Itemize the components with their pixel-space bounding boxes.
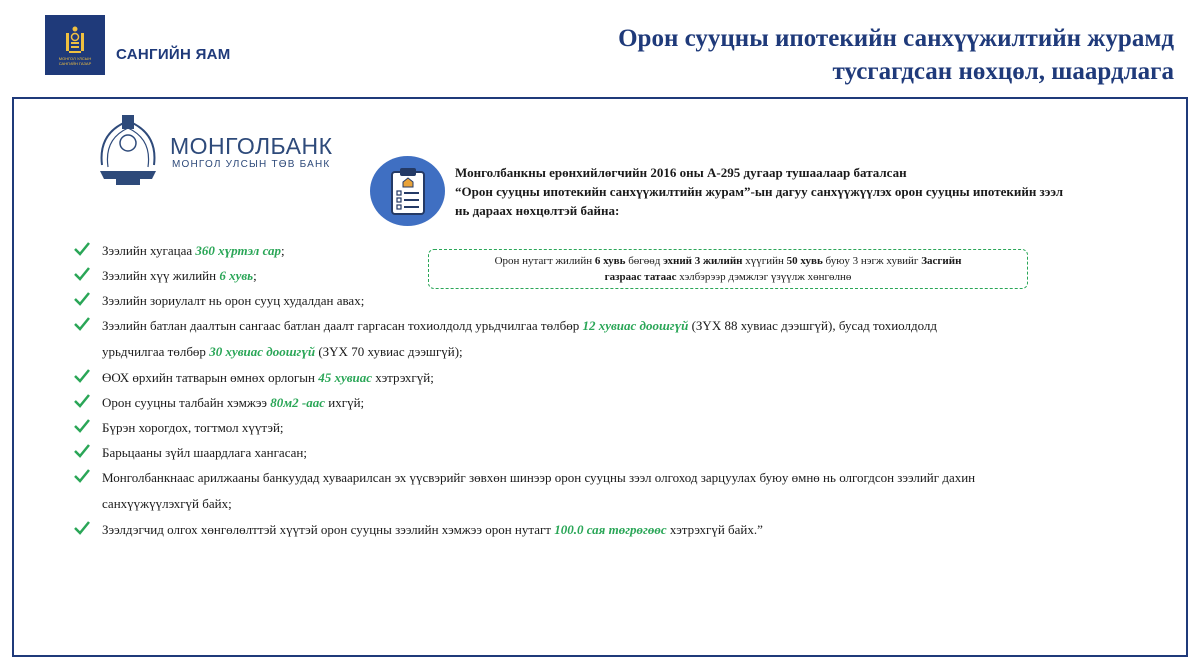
list-item: Зээлийн зориулалт нь орон сууц худалдан авах; bbox=[74, 288, 1174, 313]
list-item: Зээлийн хүү жилийн 6 хувь; bbox=[74, 263, 1174, 288]
list-item: Орон сууцны талбайн хэмжээ 80м2 -аас ихгүй; bbox=[74, 390, 1174, 415]
soyombo-icon bbox=[62, 25, 88, 55]
checkmark-icon bbox=[74, 369, 90, 383]
list-item: Зээлийн хугацаа 360 хүртэл сар; bbox=[74, 238, 1174, 263]
checkmark-icon bbox=[74, 317, 90, 331]
mongolbank-name: МОНГОЛБАНК bbox=[170, 133, 333, 159]
ministry-logo bbox=[45, 15, 105, 75]
list-item: Монголбанкнаас арилжааны банкуудад хуваарилсан эх үүсвэрийг зөвхөн шинээр орон сууцны зээл олгоход зарцуулах буюу өмнө нь олгогдсон зээлийг дахин санхүүжүүлэхгүй байх; bbox=[74, 465, 1174, 517]
intro-text: Монголбанкны ерөнхийлөгчийн 2016 оны А-295 дугаар тушаалаар баталсан “Орон сууцны ипотекийн санхүүжилтийн журам”-ын дагуу санхүүжүүлэх орон сууцны ипотекийн зээл нь дараах нөхцөлтэй байна: bbox=[455, 165, 1064, 218]
checkmark-icon bbox=[74, 444, 90, 458]
checkmark-icon bbox=[74, 292, 90, 306]
list-item: ӨОХ өрхийн татварын өмнөх орлогын 45 хувиас хэтрэхгүй; bbox=[74, 365, 1174, 390]
checkmark-icon bbox=[74, 267, 90, 281]
checkmark-icon bbox=[74, 242, 90, 256]
mongolbank-subtitle: МОНГОЛ УЛСЫН ТӨВ БАНК bbox=[172, 159, 331, 170]
mongolbank-logo bbox=[94, 113, 344, 188]
page-title: Орон сууцны ипотекийн санхүүжилтийн журамд тусгагдсан нөхцөл, шаардлага bbox=[618, 25, 1174, 85]
ministry-name: САНГИЙН ЯАМ bbox=[116, 46, 231, 63]
list-item: Зээлдэгчид олгох хөнгөлөлттэй хүүтэй орон сууцны зээлийн хэмжээ орон нутагт 100.0 сая төгрөгөөс хэтрэхгүй байх.” bbox=[74, 517, 1174, 542]
checkmark-icon bbox=[74, 394, 90, 408]
checkmark-icon bbox=[74, 469, 90, 483]
checkmark-icon bbox=[74, 419, 90, 433]
conditions-list bbox=[74, 238, 1174, 542]
checkmark-icon bbox=[74, 521, 90, 535]
list-item: Барьцааны зүйл шаардлага хангасан; bbox=[74, 440, 1174, 465]
logo-caption: МОНГОЛ УЛСЫН САНГИЙН ГАЗАР bbox=[58, 55, 92, 66]
mongolbank-emblem-icon bbox=[94, 113, 162, 188]
subsidy-note: Орон нутагт жилийн 6 хувь бөгөөд эхний 3 жилийн хүүгийн 50 хувь буюу 3 нэгж хувийг Засгийн газраас татаас хэлбэрээр дэмжлэг үзүүлж хөнгөлнө bbox=[428, 249, 1028, 289]
clipboard-icon bbox=[370, 156, 445, 226]
list-item: Бүрэн хорогдох, тогтмол хүүтэй; bbox=[74, 415, 1174, 440]
list-item: Зээлийн батлан даалтын сангаас батлан даалт гаргасан тохиолдолд урьдчилгаа төлбөр 12 хувиас доошгүй (ЗҮХ 88 хувиас дээшгүй), бусад тохиолдолд урьдчилгаа төлбөр 30 хувиас доошгүй (ЗҮХ 70 хувиас дээшгүй); bbox=[74, 313, 1174, 365]
